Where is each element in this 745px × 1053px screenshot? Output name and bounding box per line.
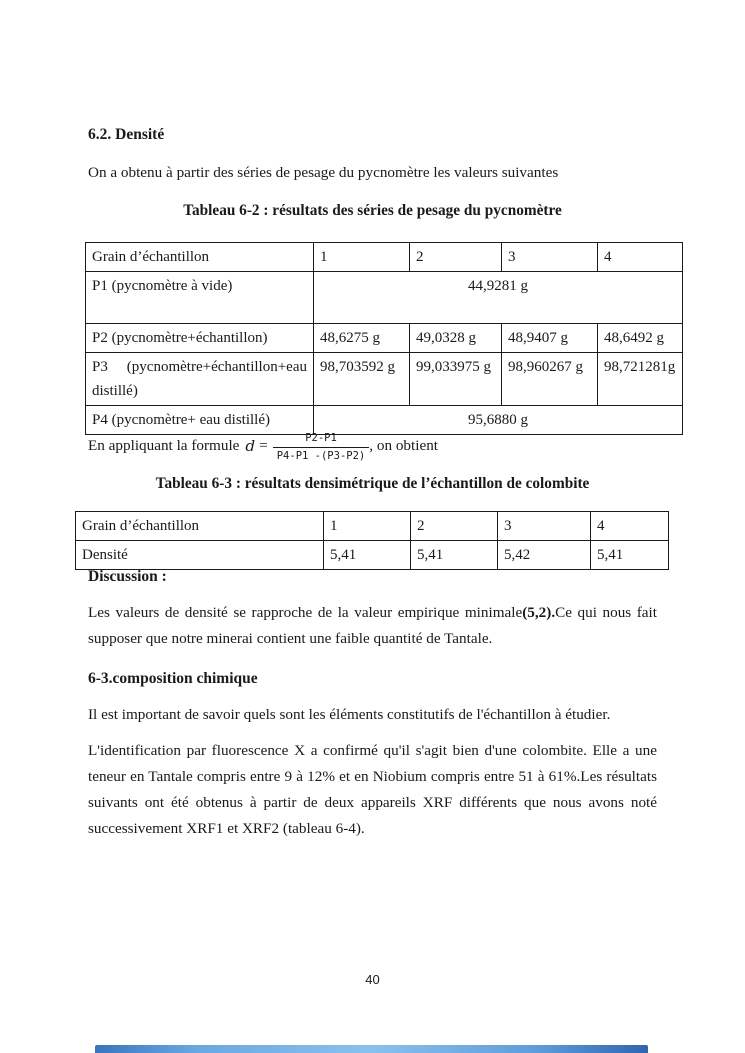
table-row [76,512,669,541]
value-cell: 99,033975 g [410,353,502,406]
value-cell: 49,0328 g [410,324,502,353]
row-label-p4: P4 (pycnomètre+ eau distillé) [86,406,314,435]
table-header-cell: Grain d’échantillon [76,512,324,541]
value-cell: 48,6492 g [598,324,683,353]
value-cell: 5,41 [324,541,411,570]
value-cell: 48,9407 g [502,324,598,353]
row-label-p3: P3 (pycnomètre+échantillon+eau distillé) [86,353,314,406]
row-label-p1: P1 (pycnomètre à vide) [86,272,314,324]
discussion-text-before: Les valeurs de densité se rapproche de la valeur empirique minimale [88,604,523,621]
section-heading-densite: 6.2. Densité [88,126,165,143]
fraction-denominator: P4-P1 -(P3-P2) [273,447,370,463]
table-row [86,324,683,353]
table-header-cell: 1 [314,243,410,272]
formula-variable-d: d [245,437,256,455]
row-label-densite: Densité [76,541,324,570]
table-row [86,353,683,406]
merged-value-p4: 95,6880 g [314,406,683,435]
table-row [76,541,669,570]
value-cell: 98,960267 g [502,353,598,406]
page-number: 40 [365,972,380,987]
table-header-cell: 4 [598,243,683,272]
table-6-3 [75,511,669,570]
table-header-cell: 2 [411,512,498,541]
table-6-2 [85,242,683,435]
discussion-bold-value: (5,2). [522,604,556,621]
value-cell: 5,41 [591,541,669,570]
table-row [86,272,683,324]
formula-line [88,428,438,464]
value-cell: 5,42 [498,541,591,570]
table-6-3-caption: Tableau 6-3 : résultats densimétrique de l’échantillon de colombite [155,475,590,492]
table-header-cell: 4 [591,512,669,541]
section-heading-composition: 6-3.composition chimique [88,670,258,687]
table-header-cell: 1 [324,512,411,541]
table-header-cell: Grain d’échantillon [86,243,314,272]
bottom-edge-bar [95,1045,648,1053]
merged-value-p1: 44,9281 g [314,272,683,324]
intro-paragraph: On a obtenu à partir des séries de pesage du pycnomètre les valeurs suivantes [88,164,559,181]
fraction-numerator: P2-P1 [305,432,337,445]
formula-suffix: , on obtient [369,437,439,454]
value-cell: 98,703592 g [314,353,410,406]
row-label-p2: P2 (pycnomètre+échantillon) [86,324,314,353]
discussion-heading: Discussion : [88,568,167,585]
table-header-cell: 3 [502,243,598,272]
formula-fraction [273,431,370,462]
value-cell: 98,721281g [598,353,683,406]
table-6-2-caption: Tableau 6-2 : résultats des séries de pesage du pycnomètre [183,202,562,219]
composition-paragraph-2: L'identification par fluorescence X a confirmé qu'il s'agit bien d'une colombite. Elle a une teneur en Tantale compris entre 9 à 12% et en Niobium compris entre 51 à 61%.Les résultats suivants ont été obtenus à partir de deux appareils XRF différents que nous avons noté successivement XRF1 et XRF2 (tableau 6-4). [88,742,657,837]
composition-paragraph-1: Il est important de savoir quels sont les éléments constitutifs de l'échantillon à étudier. [88,706,611,723]
table-header-cell: 3 [498,512,591,541]
value-cell: 5,41 [411,541,498,570]
table-row [86,243,683,272]
table-header-cell: 2 [410,243,502,272]
value-cell: 48,6275 g [314,324,410,353]
equals-sign: = [259,437,268,454]
discussion-text-after: Ce qui nous fait supposer que notre minerai contient une faible quantité de Tantale. [88,604,657,647]
formula-prefix: En appliquant la formule [88,437,240,454]
discussion-paragraph [88,600,657,652]
